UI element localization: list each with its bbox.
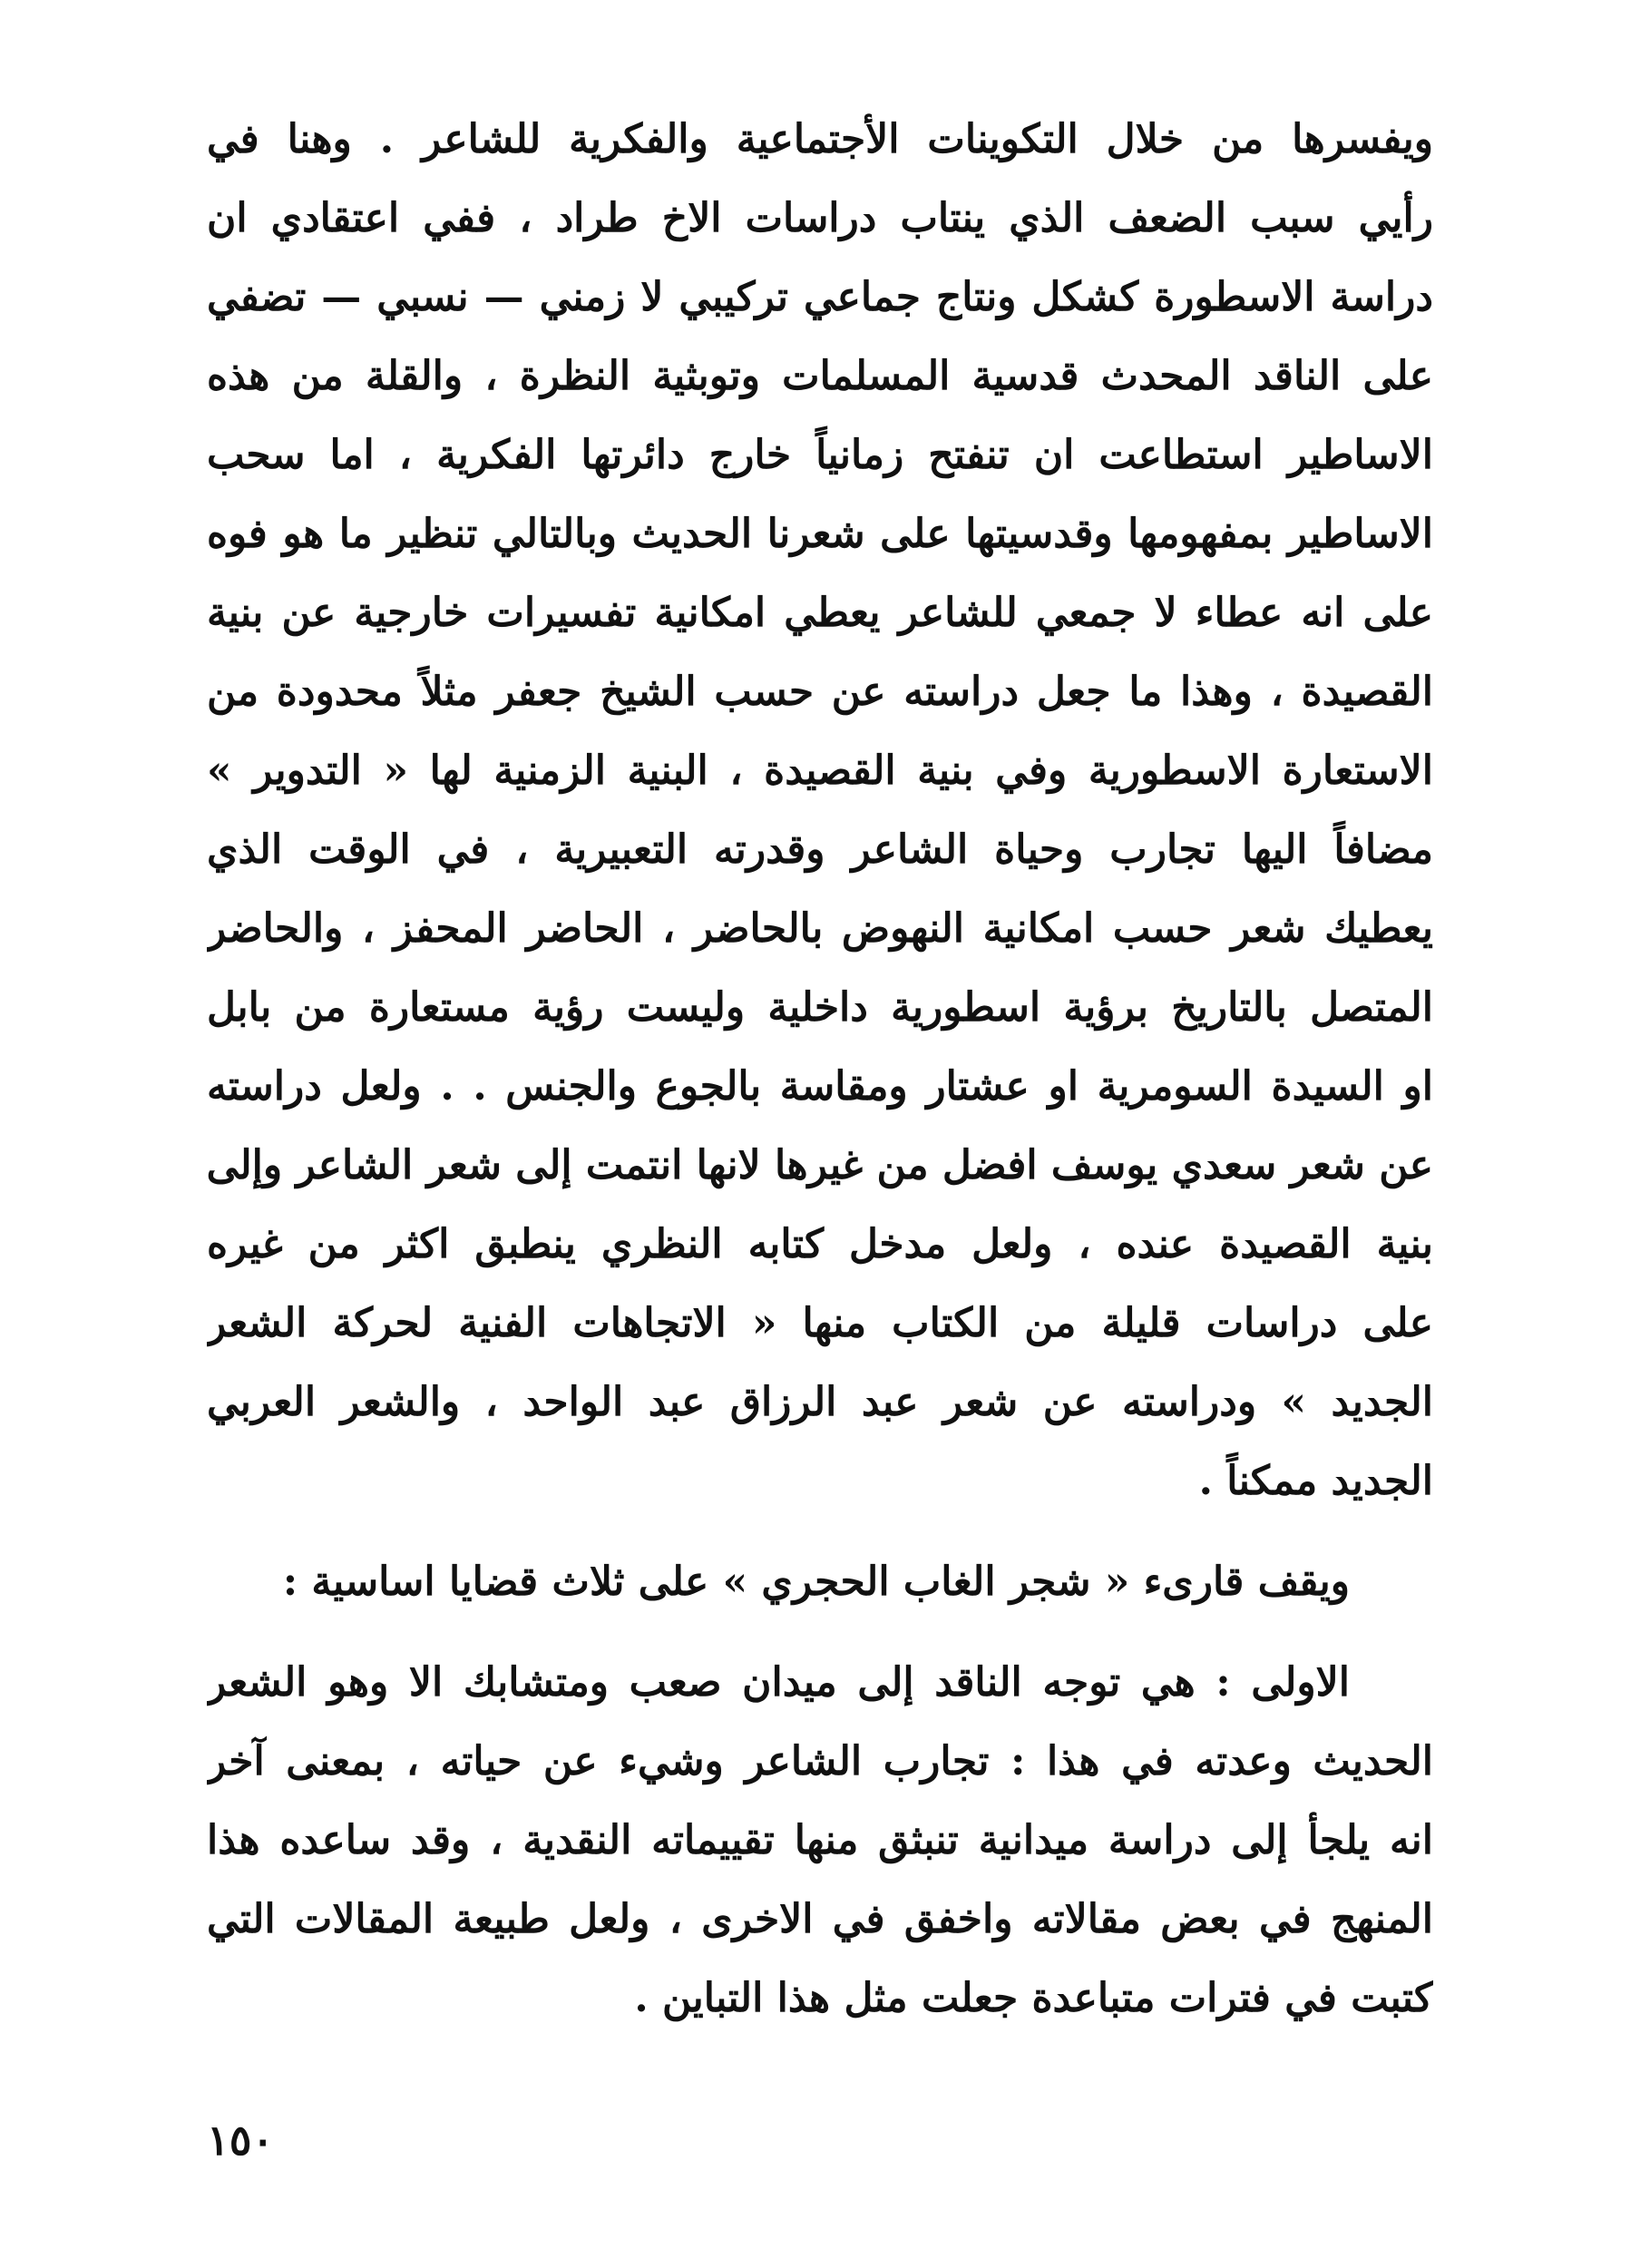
text-line: مضافاً اليها تجارب وحياة الشاعر وقدرته التعبيرية ، في الوقت الذي	[207, 826, 1433, 873]
text-line: الجديد ممكناً .	[1198, 1458, 1433, 1504]
text-line: الاولى : هي توجه الناقد إلى ميدان صعب ومتشابك الا وهو الشعر	[207, 1659, 1350, 1706]
text-line: على انه عطاء لا جمعي للشاعر يعطي امكانية تفسيرات خارجية عن بنية	[207, 590, 1433, 636]
text-line: انه يلجأ إلى دراسة ميدانية تنبثق منها تقييماته النقدية ، وقد ساعده هذا	[207, 1817, 1433, 1863]
paragraph-intro: ويقف قارىء « شجر الغاب الحجري » على ثلاث قضايا اساسية :	[282, 1559, 1350, 1605]
text-line: الحديث وعدته في هذا : تجارب الشاعر وشيء عن حياته ، بمعنى آخر	[207, 1738, 1433, 1784]
text-line: الاستعارة الاسطورية وفي بنية القصيدة ، البنية الزمنية لها « التدوير »	[207, 748, 1433, 794]
text-line: الاساطير بمفهومها وقدسيتها على شعرنا الحديث وبالتالي تنظير ما هو فوه	[207, 511, 1433, 557]
body-text	[207, 100, 1433, 2038]
text-line: المنهج في بعض مقالاته واخفق في الاخرى ، ولعل طبيعة المقالات التي	[207, 1896, 1433, 1942]
page-number: ١٥٠	[207, 2116, 275, 2165]
text-line: دراسة الاسطورة كشكل ونتاج جماعي تركيبي لا زمني — نسبي — تضفي	[207, 274, 1433, 320]
text-line: كتبت في فترات متباعدة جعلت مثل هذا التباين .	[634, 1975, 1433, 2021]
text-line: بنية القصيدة عنده ، ولعل مدخل كتابه النظري ينطبق اكثر من غيره	[207, 1221, 1433, 1267]
text-line: ويفسرها من خلال التكوينات الأجتماعية والفكرية للشاعر . وهنا في	[207, 116, 1433, 162]
text-line: يعطيك شعر حسب امكانية النهوض بالحاضر ، الحاضر المحفز ، والحاضر	[207, 905, 1433, 952]
text-line: على الناقد المحدث قدسية المسلمات وتوبثية النظرة ، والقلة من هذه	[207, 353, 1433, 399]
paragraph-gap	[207, 1621, 1433, 1643]
paragraph-gap	[207, 1520, 1433, 1542]
text-line: على دراسات قليلة من الكتاب منها « الاتجاهات الفنية لحركة الشعر	[207, 1300, 1433, 1346]
text-line: المتصل بالتاريخ برؤية اسطورية داخلية وليست رؤية مستعارة من بابل	[207, 984, 1433, 1031]
text-line: القصيدة ، وهذا ما جعل دراسته عن حسب الشيخ جعفر مثلاً محدودة من	[207, 669, 1433, 715]
text-line: الاساطير استطاعت ان تنفتح زمانياً خارج دائرتها الفكرية ، اما سحب	[207, 432, 1433, 478]
text-line: الجديد » ودراسته عن شعر عبد الرزاق عبد الواحد ، والشعر العربي	[207, 1379, 1433, 1425]
text-line: او السيدة السومرية او عشتار ومقاسة بالجوع والجنس . . ولعل دراسته	[207, 1063, 1433, 1110]
text-line: عن شعر سعدي يوسف افضل من غيرها لانها انتمت إلى شعر الشاعر وإلى	[207, 1142, 1433, 1188]
text-line: رأيي سبب الضعف الذي ينتاب دراسات الاخ طراد ، ففي اعتقادي ان	[207, 195, 1433, 241]
